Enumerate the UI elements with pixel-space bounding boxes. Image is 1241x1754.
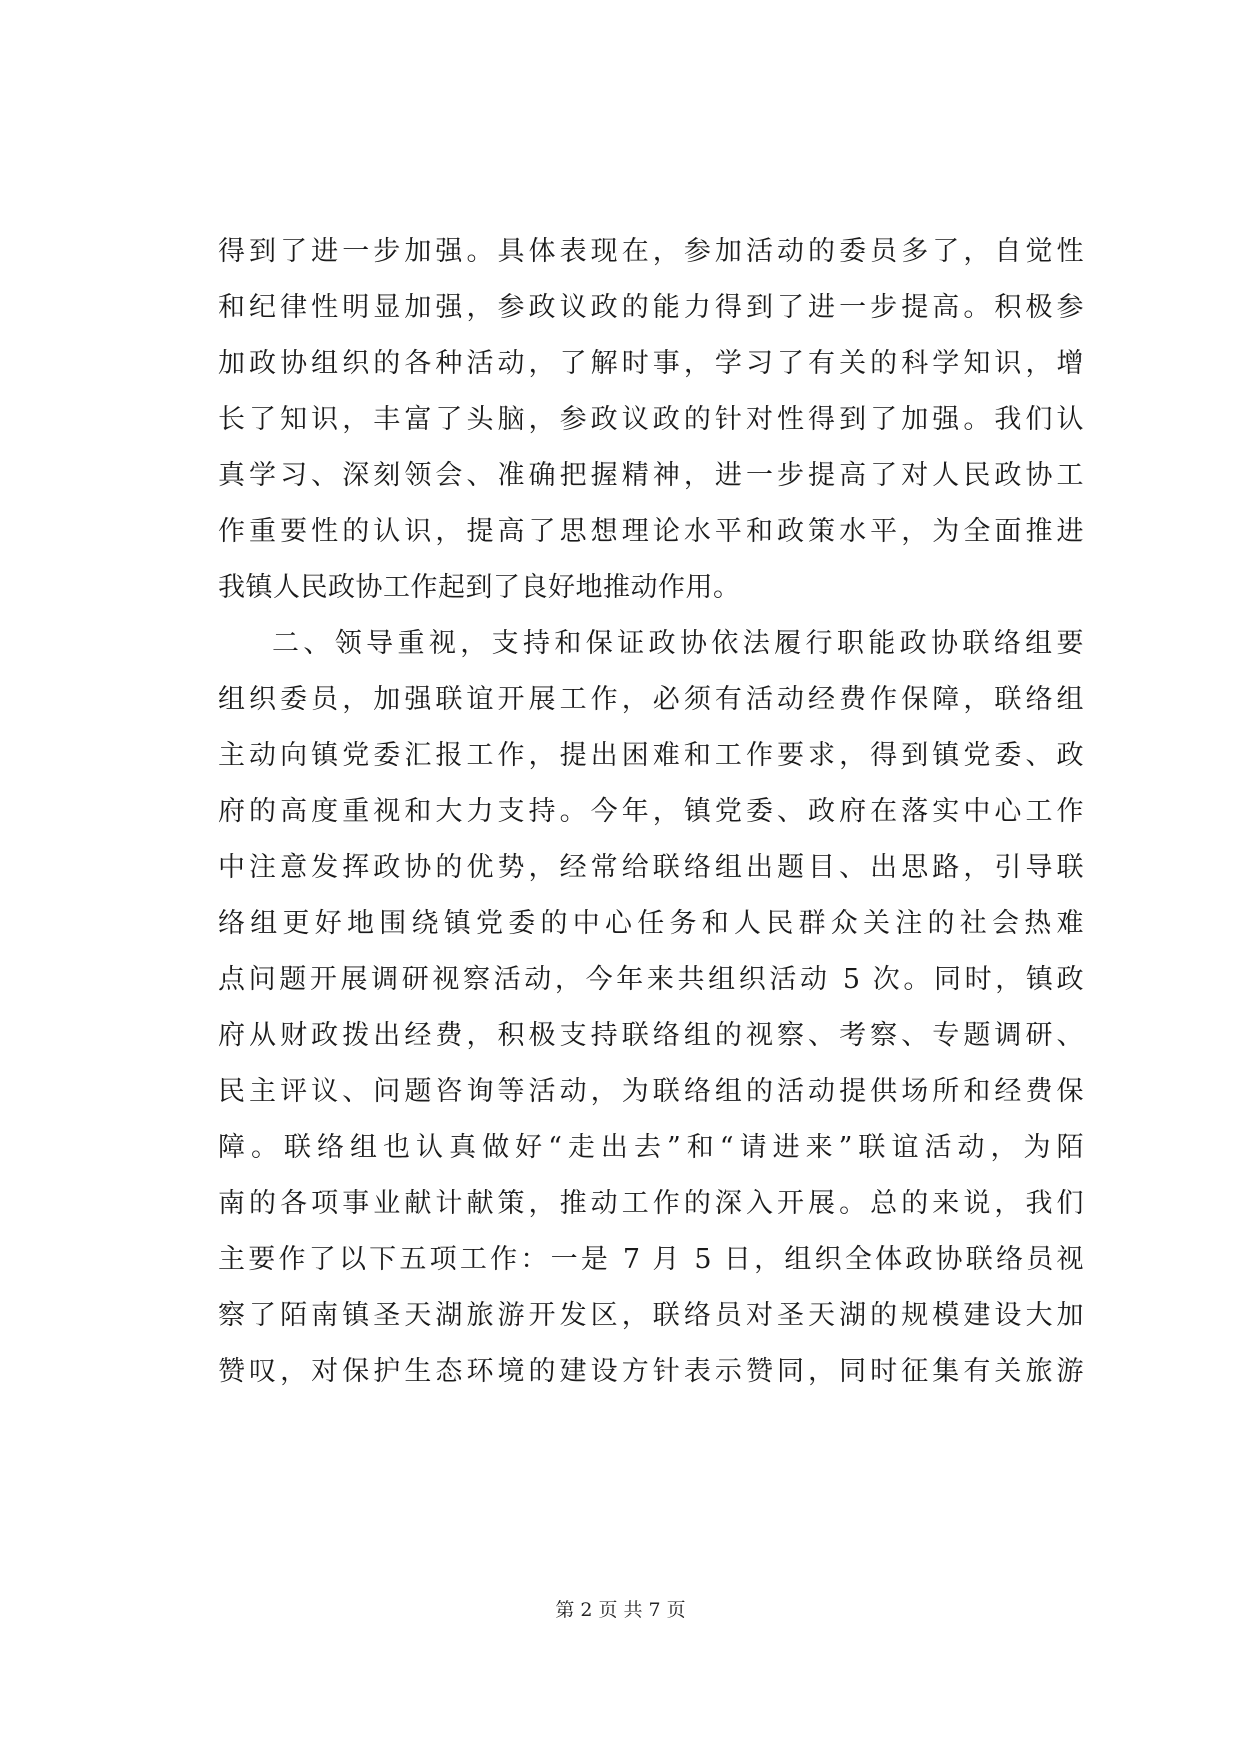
- paragraph-2-line-11: 南的各项事业献计献策，推动工作的深入开展。总的来说，我们: [218, 1188, 1084, 1219]
- paragraph-2-line-5: 中注意发挥政协的优势，经常给联络组出题目、出思路，引导联: [218, 852, 1084, 883]
- paragraph-1-line-3: 加政协组织的各种活动，了解时事，学习了有关的科学知识，增: [218, 348, 1084, 379]
- paragraph-1-line-2: 和纪律性明显加强，参政议政的能力得到了进一步提高。积极参: [218, 292, 1084, 323]
- paragraph-2-line-8: 府从财政拨出经费，积极支持联络组的视察、考察、专题调研、: [218, 1020, 1084, 1051]
- paragraph-2-line-2: 组织委员，加强联谊开展工作，必须有活动经费作保障，联络组: [218, 684, 1084, 715]
- paragraph-2-line-10: 障。联络组也认真做好“走出去”和“请进来”联谊活动，为陌: [218, 1132, 1084, 1163]
- paragraph-1-line-1: 得到了进一步加强。具体表现在，参加活动的委员多了，自觉性: [218, 236, 1084, 267]
- paragraph-2-line-4: 府的高度重视和大力支持。今年，镇党委、政府在落实中心工作: [218, 796, 1084, 827]
- paragraph-2-line-14: 赞叹，对保护生态环境的建设方针表示赞同，同时征集有关旅游: [218, 1356, 1084, 1387]
- paragraph-1-line-4: 长了知识，丰富了头脑，参政议政的针对性得到了加强。我们认: [218, 404, 1084, 435]
- paragraph-1-line-7: 我镇人民政协工作起到了良好地推动作用。: [218, 572, 741, 603]
- paragraph-2-line-13: 察了陌南镇圣天湖旅游开发区，联络员对圣天湖的规模建设大加: [218, 1300, 1084, 1331]
- paragraph-2-line-7: 点问题开展调研视察活动，今年来共组织活动 5 次。同时，镇政: [218, 964, 1084, 995]
- paragraph-2-line-6: 络组更好地围绕镇党委的中心任务和人民群众关注的社会热难: [218, 908, 1084, 939]
- paragraph-1-line-5: 真学习、深刻领会、准确把握精神，进一步提高了对人民政协工: [218, 460, 1084, 491]
- body-text: [218, 224, 1084, 1400]
- paragraph-2-line-1: 二、领导重视，支持和保证政协依法履行职能政协联络组要: [272, 628, 1084, 659]
- paragraph-2-line-3: 主动向镇党委汇报工作，提出困难和工作要求，得到镇党委、政: [218, 740, 1084, 771]
- paragraph-2-line-12: 主要作了以下五项工作：一是 7 月 5 日，组织全体政协联络员视: [218, 1244, 1084, 1275]
- page-number-footer: 第 2 页 共 7 页: [555, 1599, 686, 1621]
- paragraph-1-line-6: 作重要性的认识，提高了思想理论水平和政策水平，为全面推进: [218, 516, 1084, 547]
- paragraph-2-line-9: 民主评议、问题咨询等活动，为联络组的活动提供场所和经费保: [218, 1076, 1084, 1107]
